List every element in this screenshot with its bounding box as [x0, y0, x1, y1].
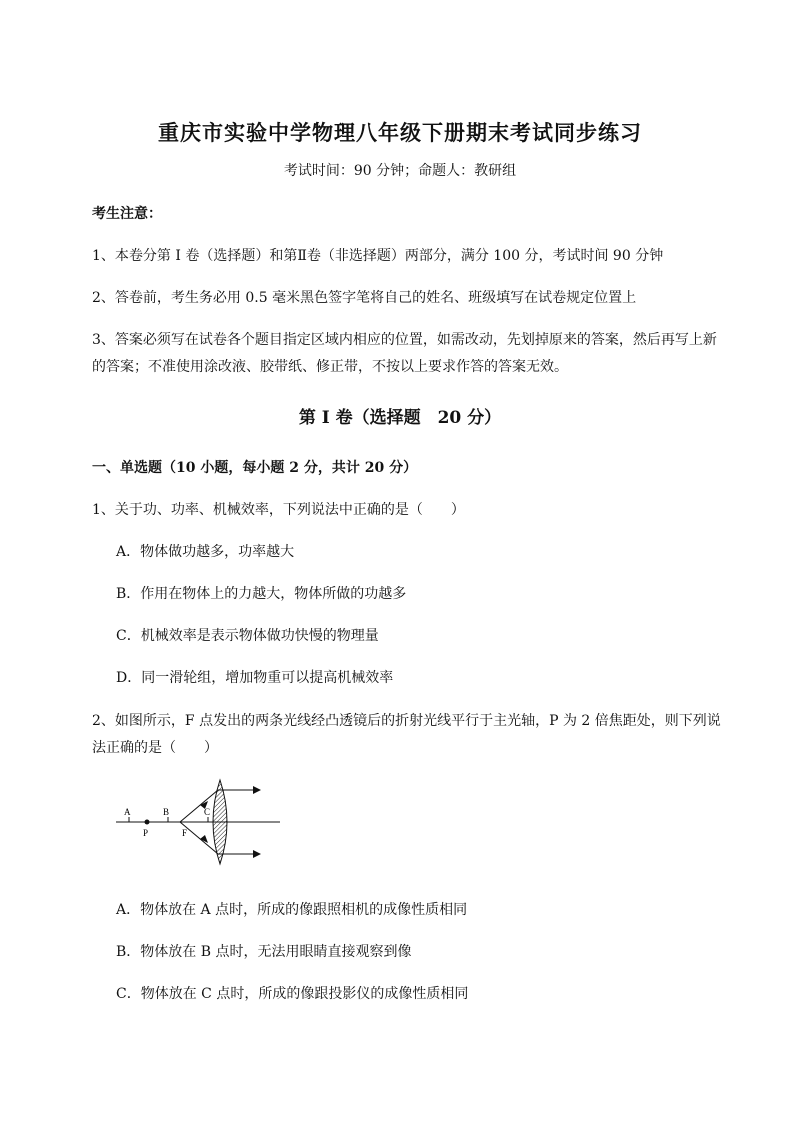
ray-upper-incident: [180, 790, 218, 822]
page-title: 重庆市实验中学物理八年级下册期末考试同步练习: [158, 120, 642, 145]
question-option: B．作用在物体上的力越大，物体所做的功越多: [116, 586, 407, 602]
notice-item: 的答案；不准使用涂改液、胶带纸、修正带，不按以上要求作答的答案无效。: [92, 359, 568, 375]
part-heading: 一、单选题（10 小题，每小题 2 分，共计 20 分）: [92, 460, 418, 476]
question-option: D．同一滑轮组，增加物重可以提高机械效率: [116, 670, 394, 686]
question-option: A．物体放在 A 点时，所成的像跟照相机的成像性质相同: [116, 902, 468, 918]
question-option: C．机械效率是表示物体做功快慢的物理量: [116, 628, 379, 644]
notice-item: 3、答案必须写在试卷各个题目指定区域内相应的位置，如需改动，先划掉原来的答案，然后再写上新: [92, 332, 717, 348]
label-c: C: [204, 807, 211, 817]
notice-heading: 考生注意：: [92, 206, 162, 222]
notice-item: 1、本卷分第 I 卷（选择题）和第Ⅱ卷（非选择题）两部分，满分 100 分，考试时间 90 分钟: [92, 248, 664, 264]
lens-diagram: [112, 778, 292, 868]
label-a: A: [124, 807, 131, 817]
question-option: C．物体放在 C 点时，所成的像跟投影仪的成像性质相同: [116, 986, 469, 1002]
question-option: A．物体做功越多，功率越大: [116, 544, 295, 560]
page-subtitle: 考试时间：90 分钟；命题人：教研组: [283, 163, 517, 179]
question-stem: 法正确的是（ ）: [92, 740, 218, 756]
question-stem: 2、如图所示，F 点发出的两条光线经凸透镜后的折射光线平行于主光轴，P 为 2 倍焦距处，则下列说: [92, 713, 721, 729]
question-stem: 1、关于功、功率、机械效率，下列说法中正确的是（ ）: [92, 502, 465, 518]
ray-lower-incident: [180, 822, 218, 854]
label-f: F: [182, 828, 188, 838]
point-p: [145, 820, 150, 825]
label-p: P: [143, 828, 149, 838]
label-b: B: [163, 807, 170, 817]
notice-item: 2、答卷前，考生务必用 0.5 毫米黑色签字笔将自己的姓名、班级填写在试卷规定位置上: [92, 290, 637, 306]
section-title: 第 I 卷（选择题 20 分）: [298, 408, 502, 428]
question-option: B．物体放在 B 点时，无法用眼睛直接观察到像: [116, 944, 412, 960]
